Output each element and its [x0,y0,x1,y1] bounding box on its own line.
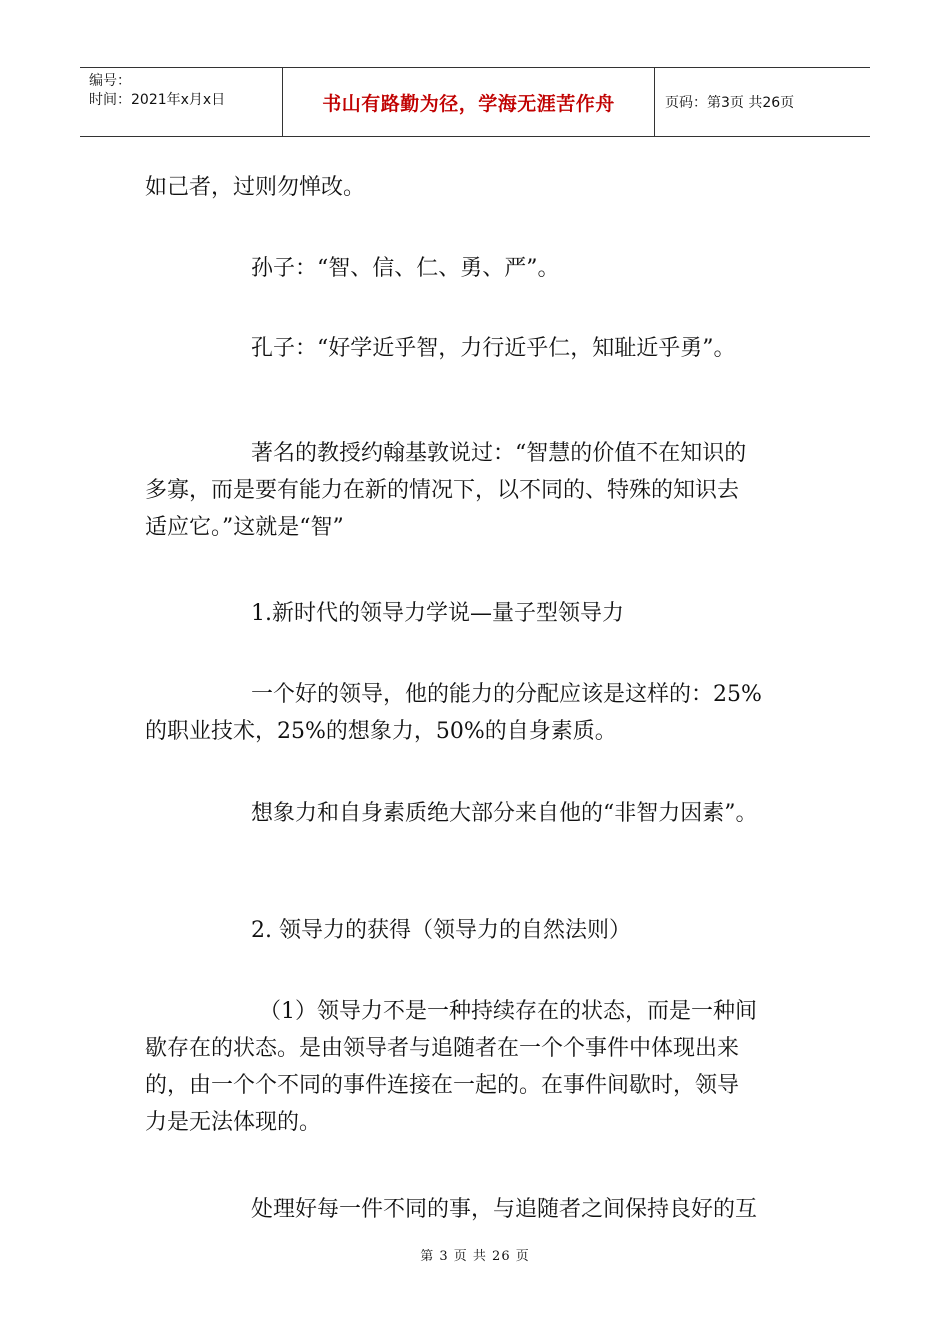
text-line: 孔子：“好学近乎智，力行近乎仁，知耻近乎勇”。 [251,336,736,361]
paragraph-1 [145,169,825,206]
number-label: 编号： [89,73,131,89]
text-line: 2. 领导力的获得（领导力的自然法则） [251,918,631,943]
text-line: （1）领导力不是一种持续存在的状态，而是一种间 [259,999,757,1024]
paragraph-6 [145,676,825,750]
text-line: 一个好的领导，他的能力的分配应该是这样的：25% [251,682,762,707]
paragraph-5 [145,595,931,632]
text-line: 的职业技术，25%的想象力，50%的自身素质。 [145,719,617,744]
paragraph-4 [145,435,825,546]
page-footer: 第 3 页 共 26 页 [420,1249,530,1264]
header-motto: 书山有路勤为径，学海无涯苦作舟 [283,68,655,136]
text-line: 孙子：“智、信、仁、勇、严”。 [251,256,560,281]
text-line: 的，由一个个不同的事件连接在一起的。在事件间歇时，领导 [145,1073,740,1098]
text-line: 著名的教授约翰基敦说过：“智慧的价值不在知识的 [251,441,747,466]
paragraph-9 [145,993,825,1141]
page-header [80,67,870,137]
text-line: 处理好每一件不同的事，与追随者之间保持良好的互 [251,1197,758,1222]
text-line: 力是无法体现的。 [145,1110,322,1135]
text-line: 想象力和自身素质绝大部分来自他的“非智力因素”。 [251,801,758,826]
text-line: 多寡，而是要有能力在新的情况下，以不同的、特殊的知识去 [145,478,740,503]
paragraph-3 [145,330,931,367]
paragraph-7 [145,795,931,832]
header-meta [80,68,283,136]
header-page-info: 页码：第3页 共26页 [665,95,795,111]
paragraph-2 [145,250,931,287]
time-label: 时间：2021年x月x日 [89,92,226,108]
text-line: 适应它。”这就是“智” [145,515,344,540]
paragraph-8 [145,912,931,949]
text-line: 歇存在的状态。是由领导者与追随者在一个个事件中体现出来 [145,1036,740,1061]
text-line: 如己者，过则勿惮改。 [145,175,366,200]
paragraph-10 [145,1191,825,1228]
text-line: 1.新时代的领导力学说—量子型领导力 [251,601,624,626]
